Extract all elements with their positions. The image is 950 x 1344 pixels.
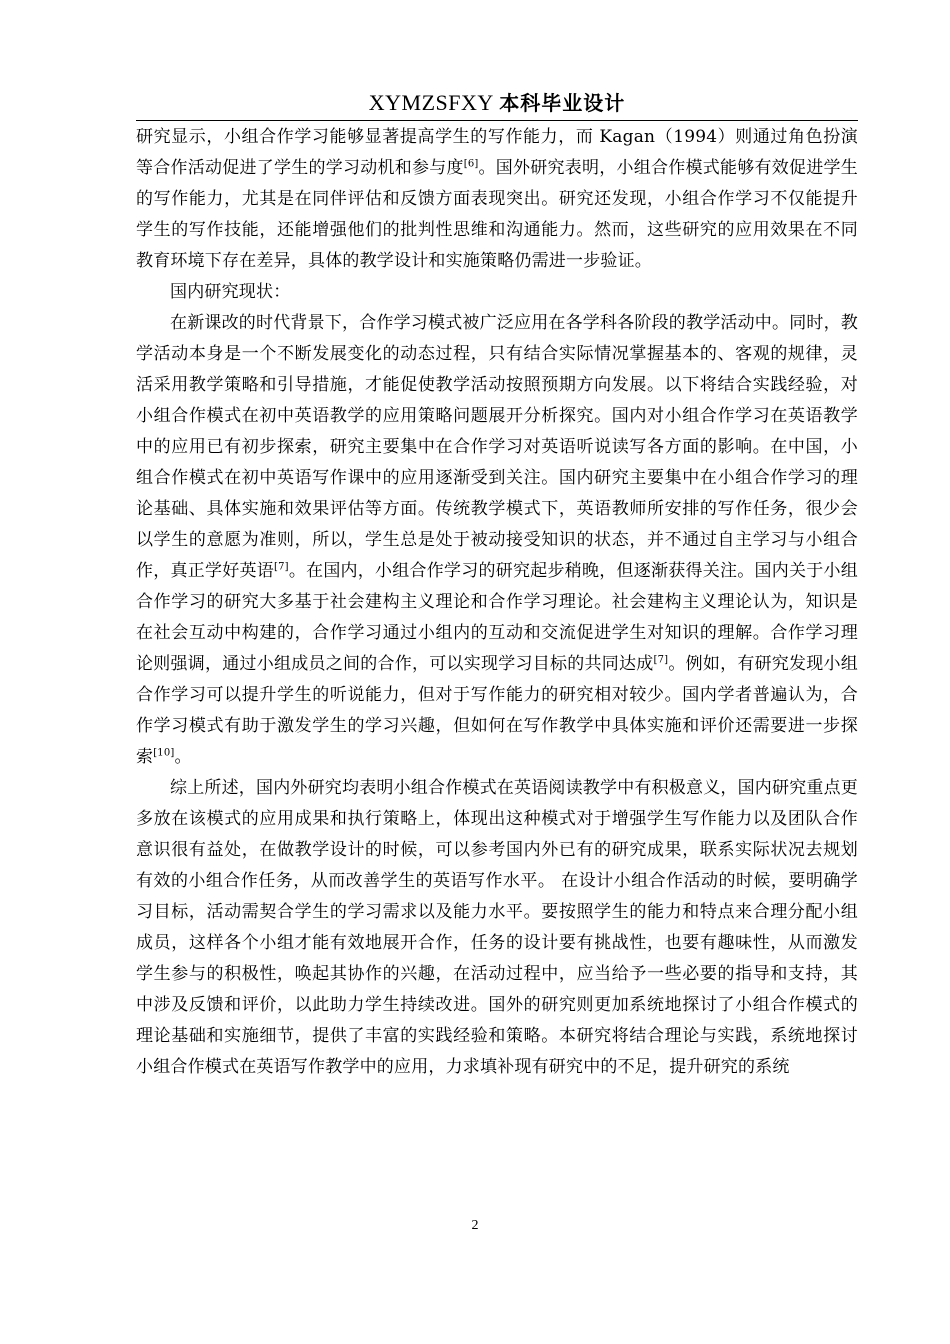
citation: [10]	[153, 747, 175, 759]
citation: [7]	[653, 654, 669, 666]
section-heading-domestic: 国内研究现状：	[170, 282, 291, 302]
header-code: XYMZSFXY	[368, 90, 494, 115]
paragraph-domestic-research	[136, 308, 858, 773]
text-run: 。	[174, 747, 192, 767]
header-divider	[136, 120, 858, 121]
document-body	[136, 122, 858, 1083]
paragraph-foreign-research	[136, 122, 858, 277]
header-title: 本科毕业设计	[499, 91, 626, 115]
text-run: 。国外研究表明，小组合作模式能够有效促进学生的写作能力，尤其是在同伴评估和反馈方面表现突出。研究还发现，小组合作学习不仅能提升学生的写作技能，还能增强他们的批判性思维和沟通能力。然而，这些研究的应用效果在不同教育环境下存在差异，具体的教学设计和实施策略仍需进一步验证。	[136, 158, 858, 271]
text-run: 在新课改的时代背景下，合作学习模式被广泛应用在各学科各阶段的教学活动中。同时，教学活动本身是一个不断发展变化的动态过程，只有结合实际情况掌握基本的、客观的规律，灵活采用教学策略和引导措施，才能促使教学活动按照预期方向发展。以下将结合实践经验，对小组合作模式在初中英语教学的应用策略问题展开分析探究。国内对小组合作学习在英语教学中的应用已有初步探索，研究主要集中在合作学习对英语听说读写各方面的影响。在中国，小组合作模式在初中英语写作课中的应用逐渐受到关注。国内研究主要集中在小组合作学习的理论基础、具体实施和效果评估等方面。传统教学模式下，英语教师所安排的写作任务，很少会以学生的意愿为准则，所以，学生总是处于被动接受知识的状态，并不通过自主学习与小组合作，真正学好英语	[136, 313, 858, 581]
citation: [7]	[274, 561, 289, 573]
text-run: 。在国内，小组合作学习的研究起步稍晚，但逐渐获得关注。国内关于小组合作学习的研究大多基于社会建构主义理论和合作学习理论。社会建构主义理论认为，知识是在社会互动中构建的，合作学习通过小组内的互动和交流促进学生对知识的理解。合作学习理论则强调，通过小组成员之间的合作，可以实现学习目标的共同达成	[136, 561, 858, 674]
page-number: 2	[471, 1218, 479, 1233]
page-header	[136, 88, 858, 118]
citation: [6]	[463, 158, 479, 170]
text-run: 研究显示，小组合作学习能够显著提高学生的写作能力，而 Kagan（1994）则通过角色扮演等合作活动促进了学生的学习动机和参与度	[136, 127, 858, 178]
paragraph-summary: 综上所述，国内外研究均表明小组合作模式在英语阅读教学中有积极意义，国内研究重点更多放在该模式的应用成果和执行策略上，体现出这种模式对于增强学生写作能力以及团队合作意识很有益处，在做教学设计的时候，可以参考国内外已有的研究成果，联系实际状况去规划有效的小组合作任务，从而改善学生的英语写作水平。 在设计小组合作活动的时候，要明确学习目标，活动需契合学生的学习需求以及能力水平。要按照学生的能力和特点来合理分配小组成员，这样各个小组才能有效地展开合作，任务的设计要有挑战性，也要有趣味性，从而激发学生参与的积极性，唤起其协作的兴趣，在活动过程中，应当给予一些必要的指导和支持，其中涉及反馈和评价，以此助力学生持续改进。国外的研究则更加系统地探讨了小组合作模式的理论基础和实施细节，提供了丰富的实践经验和策略。本研究将结合理论与实践，系统地探讨小组合作模式在英语写作教学中的应用，力求填补现有研究中的不足，提升研究的系统	[136, 778, 858, 1077]
text-run: 。例如，有研究发现小组合作学习可以提升学生的听说能力，但对于写作能力的研究相对较少。国内学者普遍认为，合作学习模式有助于激发学生的学习兴趣，但如何在写作教学中具体实施和评价还需要进一步探索	[136, 654, 859, 767]
